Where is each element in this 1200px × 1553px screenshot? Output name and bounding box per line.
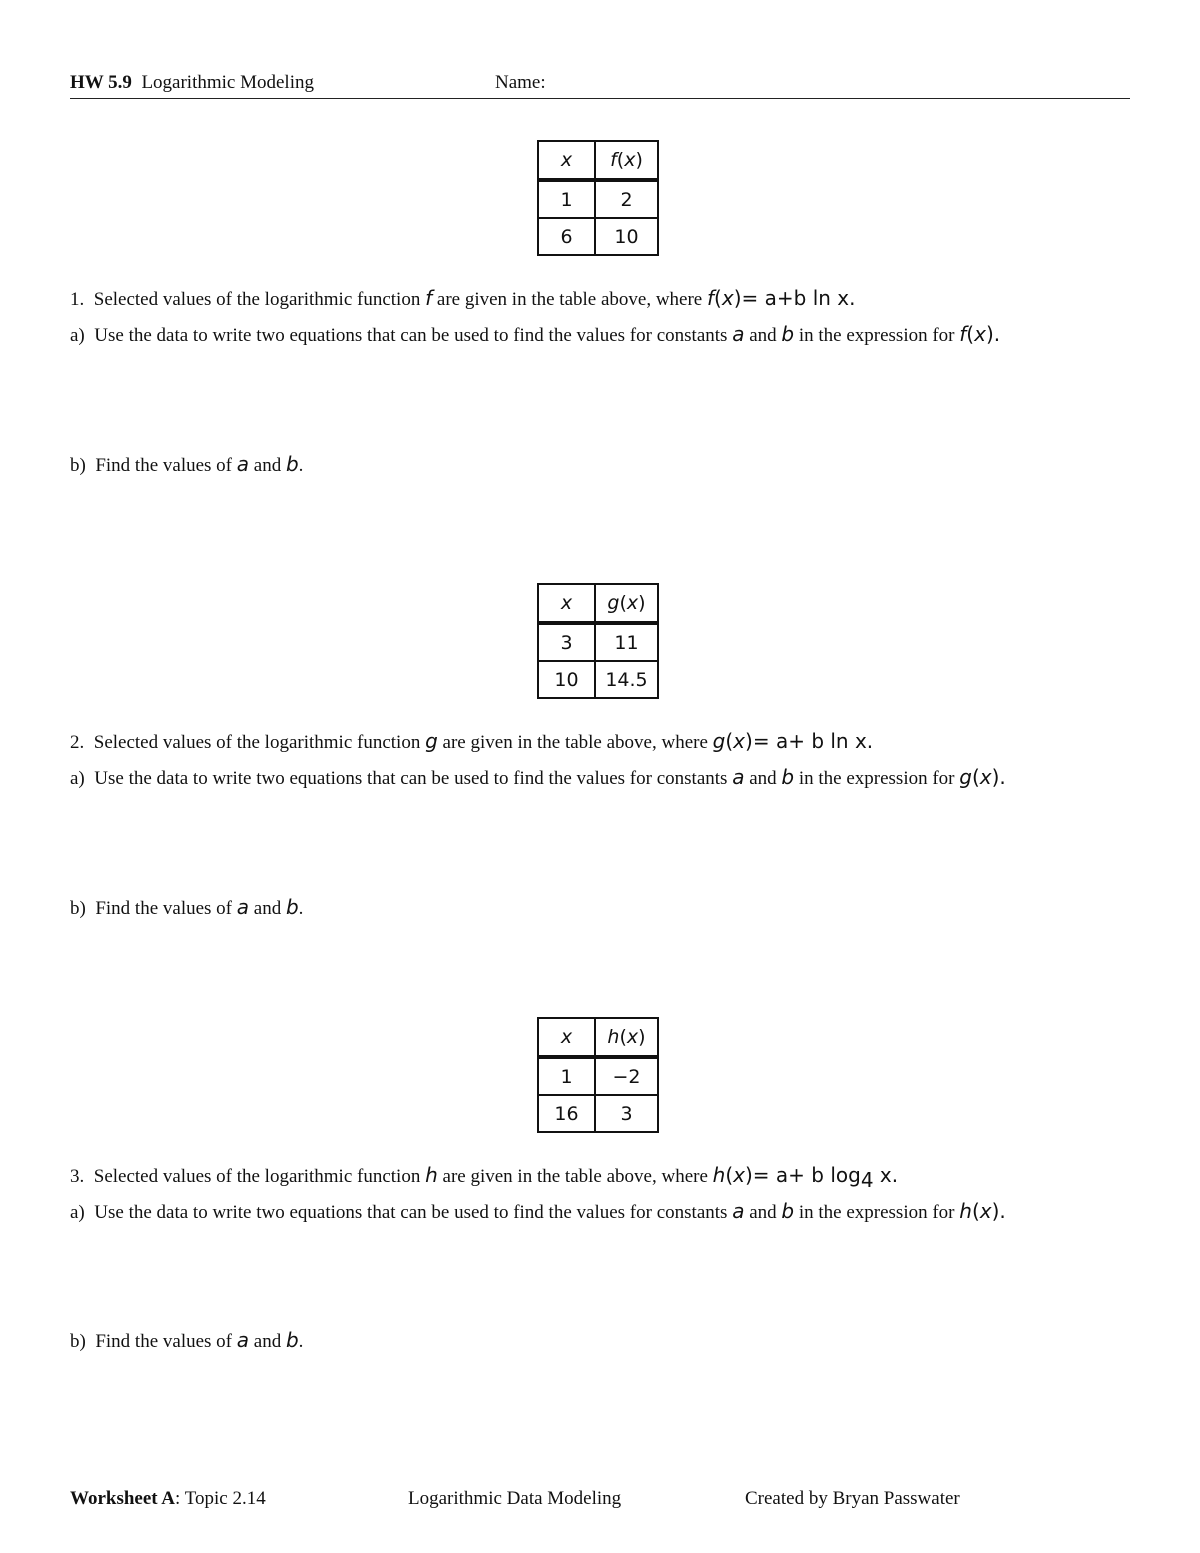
footer-credit: Created by Bryan Passwater	[745, 1488, 960, 1509]
problem-1-intro: 1. Selected values of the logarithmic function f are given in the table above, where f(x)= a+b ln x.	[70, 286, 856, 310]
table-cell: 10	[538, 661, 595, 698]
table-cell: 6	[538, 218, 595, 255]
table-cell: 14.5	[595, 661, 658, 698]
header-title: Logarithmic Modeling	[141, 72, 314, 93]
problem-3-part-b: b) Find the values of a and b.	[70, 1328, 304, 1352]
worksheet-topic: : Topic 2.14	[175, 1488, 266, 1509]
footer-subject: Logarithmic Data Modeling	[408, 1488, 622, 1509]
worksheet-label: Worksheet A	[70, 1488, 176, 1509]
table-cell: 10	[595, 218, 658, 255]
table-header-gx: g(x)	[595, 584, 658, 623]
table-header-x: x	[538, 584, 595, 623]
problem-2-part-a: a) Use the data to write two equations that can be used to find the values for constants a and b in the expression for g(x).	[70, 765, 1006, 789]
problem-2-part-b: b) Find the values of a and b.	[70, 895, 304, 919]
page-header	[70, 72, 1130, 99]
hw-label: HW 5.9	[70, 72, 132, 93]
problem-2-intro: 2. Selected values of the logarithmic function g are given in the table above, where g(x)= a+ b ln x.	[70, 729, 874, 753]
name-label: Name:	[495, 72, 546, 93]
problem-3-part-a: a) Use the data to write two equations that can be used to find the values for constants a and b in the expression for h(x).	[70, 1199, 1006, 1223]
table-header-x: x	[538, 141, 595, 180]
table-cell: 16	[538, 1095, 595, 1132]
table-cell: 3	[595, 1095, 658, 1132]
table-header-x: x	[538, 1018, 595, 1057]
table-cell: 1	[538, 1057, 595, 1095]
value-table-f	[537, 140, 659, 256]
value-table-h	[537, 1017, 659, 1133]
problem-3-intro: 3. Selected values of the logarithmic function h are given in the table above, where h(x)= a+ b $\log_4 x$.	[70, 1163, 899, 1192]
problem-1-part-a: a) Use the data to write two equations that can be used to find the values for constants a and b in the expression for f(x).	[70, 322, 1001, 346]
table-header-hx: h(x)	[595, 1018, 658, 1057]
table-cell: 1	[538, 180, 595, 218]
table-cell: 11	[595, 623, 658, 661]
table-cell: 2	[595, 180, 658, 218]
header-left	[70, 72, 314, 94]
value-table-g	[537, 583, 659, 699]
table-cell: −2	[595, 1057, 658, 1095]
problem-1-part-b: b) Find the values of a and b.	[70, 452, 304, 476]
footer-worksheet	[70, 1488, 266, 1510]
table-cell: 3	[538, 623, 595, 661]
table-header-fx: f(x)	[595, 141, 658, 180]
